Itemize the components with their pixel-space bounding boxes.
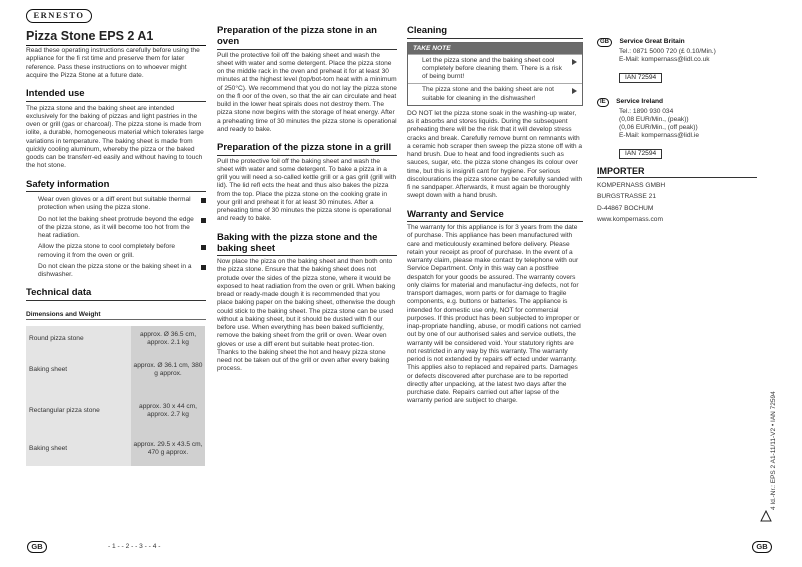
arrow-icon [572,59,577,65]
country-badge-ie: IE [597,98,609,107]
ian-box: IAN 72594 [619,149,662,159]
note-item: The pizza stone and the baking sheet are not suitable for cleaning in the dishwasher! [408,83,582,105]
service-ie-rate-peak: (0,08 EUR/Min., (peak)) [619,115,689,123]
cleaning-text: DO NOT let the pizza stone soak in the washing-up water, as it absorbs and stores liquids. During the subsequent preheating there will be the risk that it will develop stress cracks and break. Carefully remove burnt on remnants with a ceramic hob scraper then sweep the pizza stone off with a hand brush. Due to heat and food ingredients such as sauces, sugar, etc. the pizza stone changes its colour over time, but this is insignifi cant for hygiene. For serious discolourations the pizza stone can be carefully sanded with fi ne sandpaper. Afterwards, it must again be thoroughly swept down with a hand brush. [407,109,583,200]
table-row [26,356,205,384]
take-note-label: TAKE NOTE [408,43,582,54]
table-cell-value: approx. 29.5 x 43.5 cm, 470 g approx. [131,432,205,466]
footer-badge-gb-left: GB [27,541,47,553]
brand-logo: ERNESTO [26,9,92,23]
intended-use-text: The pizza stone and the baking sheet are intended exclusively for the baking of pizzas and light pastries in the oven or grill (gas or charcoal). The pizza stone is made from iolite, a durable, homogeneous material which tolerates large variations in temperature. The baking sheet is made from quickly cooling aluminum, whereby the pizza or the baked goods can be transferr-ed easily and without having to touch the hot stone. [26,104,204,170]
importer-heading: IMPORTER [597,166,757,179]
take-note-box [407,42,583,106]
service-gb [597,30,757,84]
safety-list [26,196,206,279]
safety-item: Wear oven gloves or a diff erent but suitable thermal protection when using the pizza stone. [26,196,206,213]
arrow-icon [572,88,577,94]
table-cell-label: Baking sheet [26,356,131,384]
warning-triangle-icon [760,510,772,522]
warranty-heading: Warranty and Service [407,209,583,223]
column-2 [217,25,397,374]
table-cell-value: approx. Ø 36.5 cm, approx. 2.1 kg [131,326,205,352]
prep-oven-text: Pull the protective foil off the baking sheet and wash the sheet with water and some detergent. Place the pizza stone on the middle rack in the oven and preheat it for at least 30 minutes at the highest level (top/bot-tom heat with a minimum of 250°C). We recommend that you do not lay the pizza stone on the fl oor of the oven, so that the air can circulate and heat build in the lower heat spirals does not destroy them. The pizza stone now begins with the storage of heat energy. After a preheating time of 30 minutes the pizza stone is operational and ready to bake. [217,51,397,133]
page-title: Pizza Stone EPS 2 A1 [26,29,206,46]
service-ie-tel: Tel.: 1890 930 034 [619,107,674,115]
service-gb-tel: Tel.: 0871 5000 720 (£ 0.10/Min.) [619,48,716,55]
document-id-vertical: 4 Id.-Nr.: EPS 2 A1-11/11-V2 • IAN 72594 [770,391,777,510]
baking-heading: Baking with the pizza stone and the baking sheet [217,232,397,257]
importer-city: D-44867 BOCHUM [597,204,654,212]
service-ie-email[interactable]: E-Mail: kompernass@lidl.ie [619,132,699,140]
table-cell-value: approx. Ø 36.1 cm, 380 g approx. [131,356,205,384]
warranty-text: The warranty for this appliance is for 3 years from the date of purchase. This appliance has been manufactured with care and meticulously examined before delivery. Please retain your receipt as proof of purchase. In the event of a warranty claim, please make contact by telephone with our Service Department. Only in this way can a postfree despatch for your goods be assured. The warranty covers only claims for material and manufactur-ing defects, not for transport damages, worn parts or for damage to fragile components, e.g. buttons or batteries. The appliance is intended for domestic use only, NOT for commercial purposes. If this product has been subjected to improper or inap-propriate handling, abuse, or modifi cations not carried out by one of our authorised sales and service outlets, the warranty will be considered void. Your statutory rights are not restricted in any way by this warranty. The warranty period is not extended by repairs eff ected under warranty. This applies also to replaced and repaired parts. Damages or defects discovered after purchase are to be reported directly after unpacking, at the latest two days after the purchase date. Repairs carried out after lapse of the warranty period are subject to charge. [407,224,581,405]
page-numbers: - 1 - - 2 - - 3 - - 4 - [108,543,161,550]
ian-box: IAN 72594 [619,73,662,83]
table-row [26,394,205,428]
service-ie-title: Service Ireland [616,97,664,105]
prep-grill-text: Pull the protective foil off the baking sheet and wash the sheet with water and some detergent. To bake a pizza in a grill you will need a so-called kettle grill or a gas grill (grill with lid). The lid refl ects the heat and thus also bakes the pizza from the top. Place the pizza stone on the cooking grate in your grill and preheat it for at least 30 minutes. After a preheating time of 30 minutes the pizza stone is operational and ready to bake. [217,157,397,223]
importer-address [597,182,757,224]
service-gb-title: Service Great Britain [619,38,685,45]
table-cell-value: approx. 30 x 44 cm, approx. 2.7 kg [131,394,205,428]
service-ie [597,90,757,160]
prep-oven-heading: Preparation of the pizza stone in an oven [217,25,397,50]
dimensions-table [26,326,205,466]
table-row [26,326,205,352]
intro-text: Read these operating instructions carefully before using the appliance for the fi rst time and preserve them for later reference. Pass these instructions on to whoever might acquire the Pizza Stone at a future date. [26,47,200,79]
table-cell-label: Round pizza stone [26,326,131,352]
safety-item: Allow the pizza stone to cool completely before removing it from the oven or grill. [26,243,206,260]
column-4 [597,30,757,224]
service-gb-email[interactable]: E-Mail: kompernass@lidl.co.uk [619,56,710,64]
importer-website[interactable]: www.kompernass.com [597,215,663,223]
safety-heading: Safety information [26,179,206,193]
table-row [26,432,205,466]
importer-street: BURGSTRASSE 21 [597,193,656,201]
safety-item: Do not let the baking sheet protrude beyond the edge of the pizza stone, as it will become too hot from the heat radiation. [26,216,206,241]
table-cell-label: Rectangular pizza stone [26,394,131,428]
prep-grill-heading: Preparation of the pizza stone in a grill [217,142,397,156]
intended-use-heading: Intended use [26,88,206,102]
importer-name: KOMPERNASS GMBH [597,182,666,189]
column-1 [26,47,206,466]
footer-badge-gb-right: GB [752,541,772,553]
technical-heading: Technical data [26,287,206,301]
dimensions-subheading: Dimensions and Weight [26,311,206,320]
country-badge-gb: GB [597,38,612,47]
baking-text: Now place the pizza on the baking sheet and then both onto the pizza stone. Ensure that the baking sheet does not protude over the sides of the pizza stone, where it would be exposed to heat radiation from the oven or grill. When baking bread or ready-made dough it is recommended that you place baking paper on the baking sheet, otherwise the dough could stick to the baking sheet. The pizza stone can be used without a baking sheet, but it should be dusted with fl our before use. When everything has been baked sufficiently, remove the baking sheet from the grill or oven. Wear oven gloves or use a diff erent but suitable heat protec-tion. Thanks to the baking sheet the hot and heavy pizza stone need not be taken out of the grill or oven after every baking process. [217,258,396,373]
column-3 [407,25,583,406]
service-ie-rate-offpeak: (0,06 EUR/Min., (off peak)) [619,124,698,131]
table-cell-label: Baking sheet [26,432,131,466]
note-item: Let the pizza stone and the baking sheet cool completely before cleaning them. There is a risk of being burnt! [408,54,582,84]
cleaning-heading: Cleaning [407,25,583,39]
safety-item: Do not clean the pizza stone or the baking sheet in a dishwasher. [26,263,206,280]
